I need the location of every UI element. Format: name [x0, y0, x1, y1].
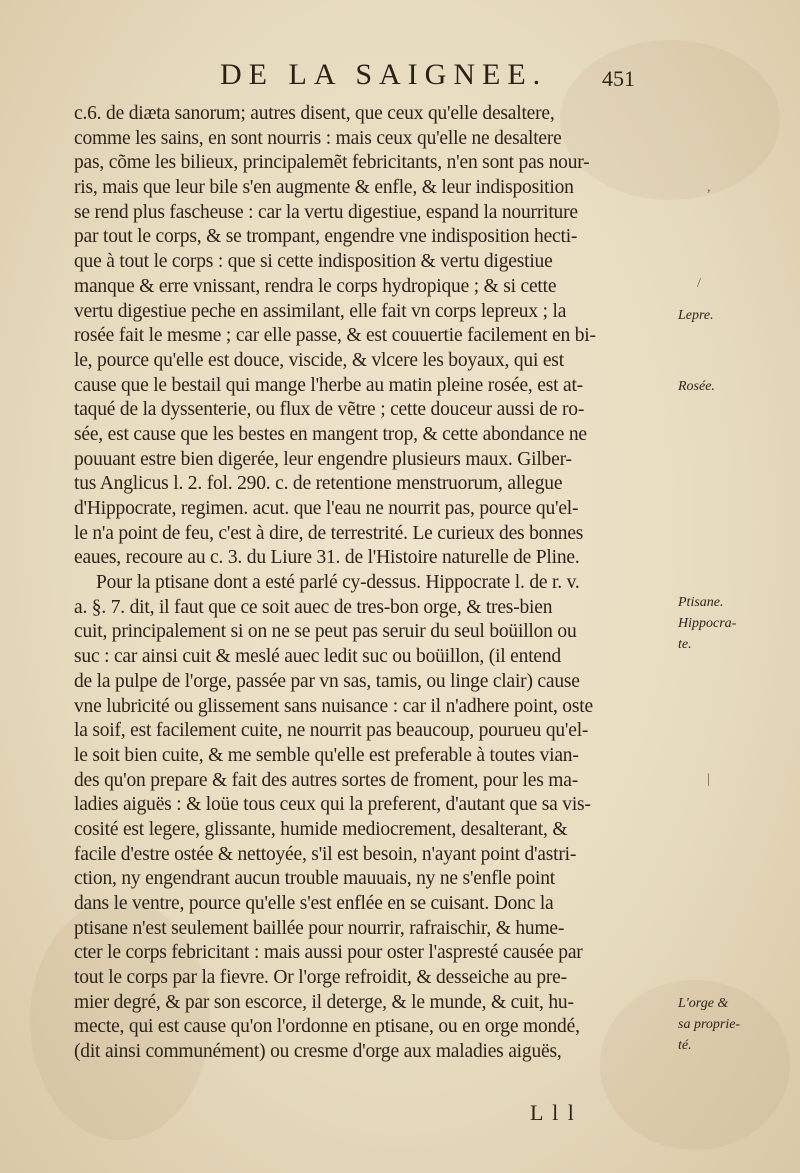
text-line: eaues, recoure au c. 3. du Liure 31. de l'Histoire naturelle de Pline.: [74, 547, 580, 569]
text-line: se rend plus fascheuse : car la vertu digestiue, espand la nourriture: [74, 201, 578, 223]
text-line: mier degré, & par son escorce, il deterge, & le munde, & cuit, hu-: [74, 991, 574, 1013]
signature-mark: L l l: [530, 1100, 576, 1125]
margin-note-orge: té.: [678, 1038, 692, 1053]
text-line: pouuant estre bien digerée, leur engendre plusieurs maux. Gilber-: [74, 448, 572, 470]
text-line: cter le corps febricitant : mais aussi pour oster l'aspresté causée par: [74, 942, 583, 964]
margin-note-ptisane: Ptisane.: [678, 595, 724, 610]
text-line: mecte, qui est cause qu'on l'ordonne en ptisane, ou en orge mondé,: [74, 1016, 580, 1038]
margin-ink-mark: |: [707, 772, 710, 787]
text-line: cuit, principalement si on ne se peut pas seruir du seul boüillon ou: [74, 621, 577, 643]
margin-note-orge: L'orge &: [678, 996, 729, 1011]
text-line: facile d'estre ostée & nettoyée, s'il est besoin, n'ayant point d'astri-: [74, 843, 577, 865]
text-line: ris, mais que leur bile s'en augmente & enfle, & leur indisposition: [74, 177, 574, 199]
text-line: ptisane n'est seulement baillée pour nourrir, rafraischir, & hume-: [74, 917, 565, 939]
text-line: manque & erre vnissant, rendra le corps hydropique ; & si cette: [74, 275, 557, 297]
margin-note-orge: sa proprie-: [678, 1017, 741, 1032]
text-line: vertu digestiue peche en assimilant, elle fait vn corps lepreux ; la: [74, 300, 567, 322]
text-line: vne lubricité ou glissement sans nuisance : car il n'adhere point, oste: [74, 695, 593, 717]
text-line: Pour la ptisane dont a esté parlé cy-dessus. Hippocrate l. de r. v.: [96, 572, 580, 594]
text-line: que à tout le corps : que si cette indisposition & vertu digestiue: [74, 251, 553, 273]
text-line: pas, cõme les bilieux, principalemẽt febricitants, n'en sont pas nour-: [74, 152, 590, 174]
text-line: tus Anglicus l. 2. fol. 290. c. de retentione menstruorum, allegue: [74, 473, 563, 495]
text-line: suc : car ainsi cuit & meslé auec ledit suc ou boüillon, (il entend: [74, 646, 561, 668]
text-line: dans le ventre, pource qu'elle s'est enflée en se cuisant. Donc la: [74, 893, 554, 914]
text-line: des qu'on prepare & fait des autres sortes de froment, pour les ma-: [74, 769, 578, 791]
margin-note-hippocrate: te.: [678, 637, 692, 652]
text-line: taqué de la dyssenterie, ou flux de vẽtre ; cette douceur aussi de ro-: [74, 399, 585, 421]
running-title: DE LA SAIGNEE.: [220, 58, 548, 91]
margin-note-lepre: Lepre.: [678, 308, 714, 323]
text-line: la soif, est facilement cuite, ne nourrit pas beaucoup, pourueu qu'el-: [74, 720, 589, 742]
text-line: rosée fait le mesme ; car elle passe, & est couuertie facilement en bi-: [74, 325, 596, 347]
text-line: comme les sains, en sont nourris : mais ceux qu'elle ne desaltere: [74, 127, 562, 149]
text-line: par tout le corps, & se trompant, engendre vne indisposition hecti-: [74, 226, 578, 248]
text-line: sée, est cause que les bestes en mangent trop, & cette abondance ne: [74, 423, 587, 445]
text-line: le soit bien cuite, & me semble qu'elle est preferable à toutes vian-: [74, 744, 579, 766]
body-text: [74, 102, 674, 1065]
text-line: a. §. 7. dit, il faut que ce soit auec de tres-bon orge, & tres-bien: [74, 596, 553, 618]
text-line: de la pulpe de l'orge, passée par vn sas, tamis, ou linge clair) cause: [74, 670, 580, 692]
text-line: tout le corps par la fievre. Or l'orge refroidit, & desseiche au pre-: [74, 967, 567, 989]
margin-ink-mark: /: [697, 276, 701, 291]
page-header: [0, 58, 800, 98]
margin-ink-mark: ,: [707, 180, 711, 195]
text-line: le n'a point de feu, c'est à dire, de terrestrité. Le curieux des bonnes: [74, 522, 584, 544]
margin-note-rosee: Rosée.: [678, 379, 715, 394]
text-line: ladies aiguës : & loüe tous ceux qui la preferent, d'autant que sa vis-: [74, 794, 591, 816]
text-line: cosité est legere, glissante, humide mediocrement, desalterant, &: [74, 818, 568, 840]
text-line: (dit ainsi communément) ou cresme d'orge aux maladies aiguës,: [74, 1041, 562, 1063]
margin-note-hippocrate: Hippocra-: [678, 616, 737, 631]
page-number: 451: [602, 66, 635, 91]
text-line: c.6. de diæta sanorum; autres disent, que ceux qu'elle desaltere,: [74, 103, 555, 124]
text-line: cause que le bestail qui mange l'herbe au matin pleine rosée, est at-: [74, 374, 583, 396]
text-line: d'Hippocrate, regimen. acut. que l'eau ne nourrit pas, pource qu'el-: [74, 498, 579, 519]
text-line: le, pource qu'elle est douce, viscide, & vlcere les boyaux, qui est: [74, 349, 564, 371]
text-line: ction, ny engendrant aucun trouble mauuais, ny ne s'enfle point: [74, 868, 555, 890]
